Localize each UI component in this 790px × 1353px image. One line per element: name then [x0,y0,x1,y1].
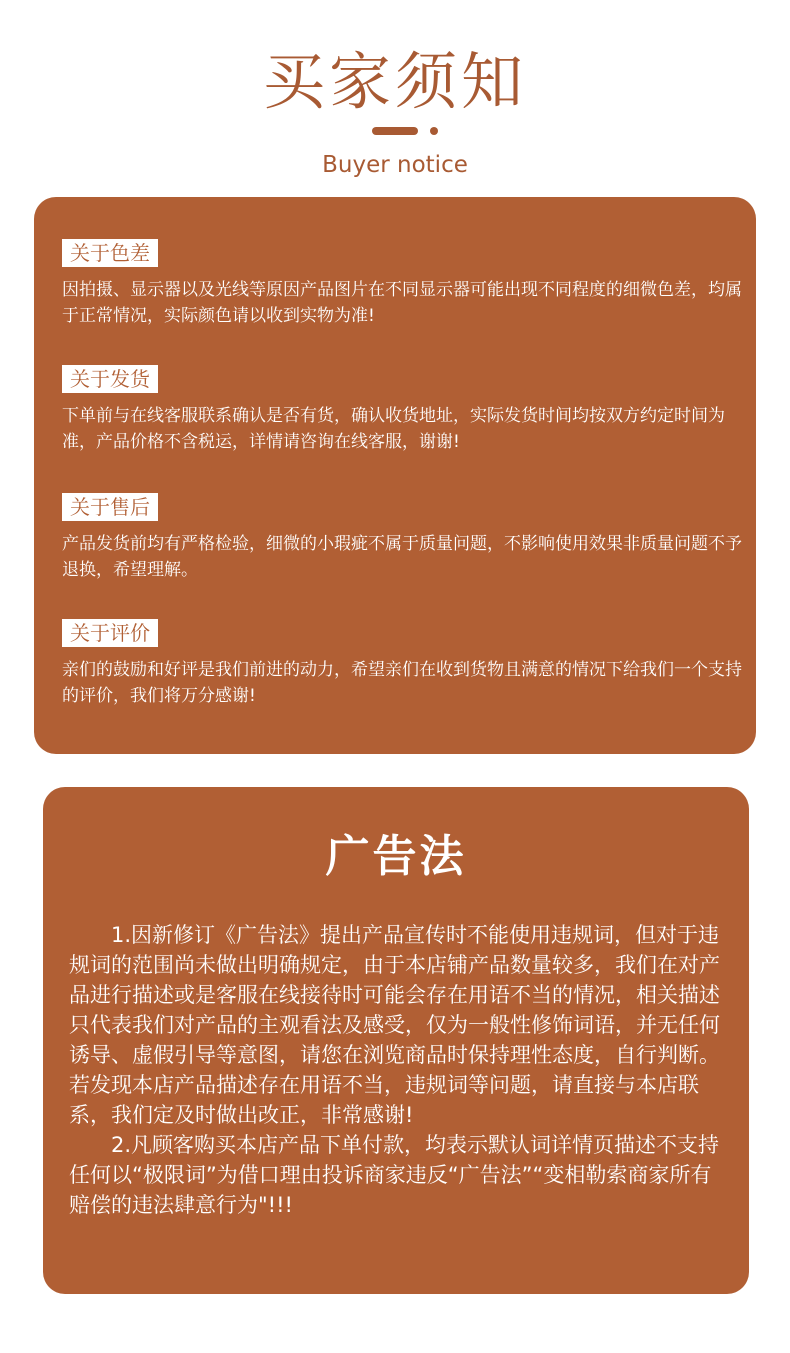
section-body: 产品发货前均有严格检验，细微的小瑕疵不属于质量问题，不影响使用效果非质量问题不予退换，希望理解。 [62,534,742,580]
law-paragraph-2: 2.凡顾客购买本店产品下单付款，均表示默认词详情页描述不支持任何以“极限词”为借口理由投诉商家违反“广告法”“变相勒索商家所有赔偿的违法肆意行为"!!! [69,1133,720,1217]
section-body: 因拍摄、显示器以及光线等原因产品图片在不同显示器可能出现不同程度的细微色差，均属于正常情况，实际颜色请以收到实物为准! [62,280,742,326]
section-after-sales [62,493,742,583]
law-title: 广告法 [325,831,467,882]
section-tag: 关于色差 [62,239,158,267]
page-title: 买家须知 [262,45,527,118]
divider-bar [372,127,418,135]
law-body [69,920,729,1220]
divider-dot [430,127,438,135]
section-tag: 关于售后 [62,493,158,521]
section-review [62,619,742,709]
advertising-law-panel [43,787,749,1294]
section-shipping [62,365,742,455]
section-tag: 关于评价 [62,619,158,647]
page-subtitle: Buyer notice [322,152,468,178]
title-divider [372,126,442,136]
section-tag: 关于发货 [62,365,158,393]
section-color-difference [62,239,742,329]
section-body: 下单前与在线客服联系确认是否有货，确认收货地址，实际发货时间均按双方约定时间为准，产品价格不含税运，详情请咨询在线客服，谢谢! [62,406,725,452]
law-paragraph-1: 1.因新修订《广告法》提出产品宣传时不能使用违规词，但对于违规词的范围尚未做出明确规定，由于本店铺产品数量较多，我们在对产品进行描述或是客服在线接待时可能会存在用语不当的情况，相关描述只代表我们对产品的主观看法及感受，仅为一般性修饰词语，并无任何诱导、虚假引导等意图，请您在浏览商品时保持理性态度，自行判断。若发现本店产品描述存在用语不当，违规词等问题，请直接与本店联系，我们定及时做出改正，非常感谢! [69,923,720,1127]
buyer-notice-panel [34,197,756,754]
section-body: 亲们的鼓励和好评是我们前进的动力，希望亲们在收到货物且满意的情况下给我们一个支持的评价，我们将万分感谢! [62,660,742,706]
